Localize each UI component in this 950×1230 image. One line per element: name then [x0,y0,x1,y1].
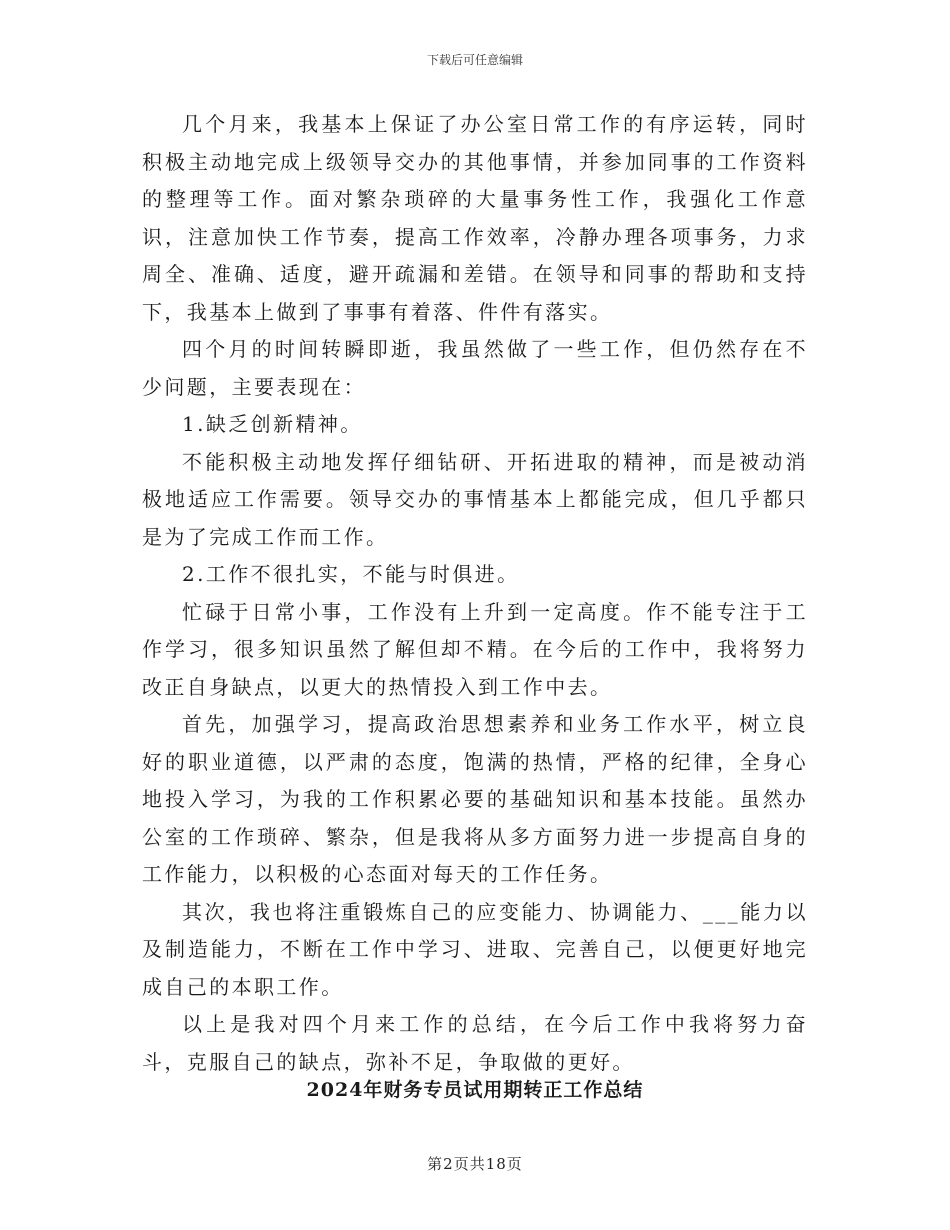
document-body [142,106,808,1081]
paragraph-item-1-detail: 不能积极主动地发挥仔细钻研、开拓进取的精神，而是被动消极地适应工作需要。领导交办的事情基本上都能完成，但几乎都只是为了完成工作而工作。 [142,449,808,549]
paragraph-conclusion: 以上是我对四个月来工作的总结，在今后工作中我将努力奋斗，克服自己的缺点，弥补不足，争取做的更好。 [142,1012,808,1074]
next-document-title: 2024年财务专员试用期转正工作总结 [306,1079,644,1101]
list-item-2-heading: 2.工作不很扎实，不能与时俱进。 [182,562,520,586]
paragraph-work-summary: 几个月来，我基本上保证了办公室日常工作的有序运转，同时积极主动地完成上级领导交办的其他事情，并参加同事的工作资料的整理等工作。面对繁杂琐碎的大量事务性工作，我强化工作意识，注意加快工作节奏，提高工作效率，冷静办理各项事务，力求周全、准确、适度，避开疏漏和差错。在领导和同事的帮助和支持下，我基本上做到了事事有着落、件件有落实。 [142,112,808,324]
page-number-footer: 第2页共18页 [427,1155,523,1173]
page-header: 下载后可任意编辑 [426,53,523,67]
list-item-1-heading: 1.缺乏创新精神。 [182,412,363,436]
paragraph-first-plan: 首先，加强学习，提高政治思想素养和业务工作水平，树立良好的职业道德，以严肃的态度，饱满的热情，严格的纪律，全身心地投入学习，为我的工作积累必要的基础知识和基本技能。虽然办公室的工作琐碎、繁杂，但是我将从多方面努力进一步提高自身的工作能力，以积极的心态面对每天的工作任务。 [142,712,808,886]
paragraph-problems-intro: 四个月的时间转瞬即逝，我虽然做了一些工作，但仍然存在不少问题，主要表现在： [142,337,808,399]
paragraph-item-2-detail: 忙碌于日常小事，工作没有上升到一定高度。作不能专注于工作学习，很多知识虽然了解但却不精。在今后的工作中，我将努力改正自身缺点，以更大的热情投入到工作中去。 [142,599,808,699]
paragraph-second-plan: 其次，我也将注重锻炼自己的应变能力、协调能力、___能力以及制造能力，不断在工作中学习、进取、完善自己，以便更好地完成自己的本职工作。 [142,899,808,999]
